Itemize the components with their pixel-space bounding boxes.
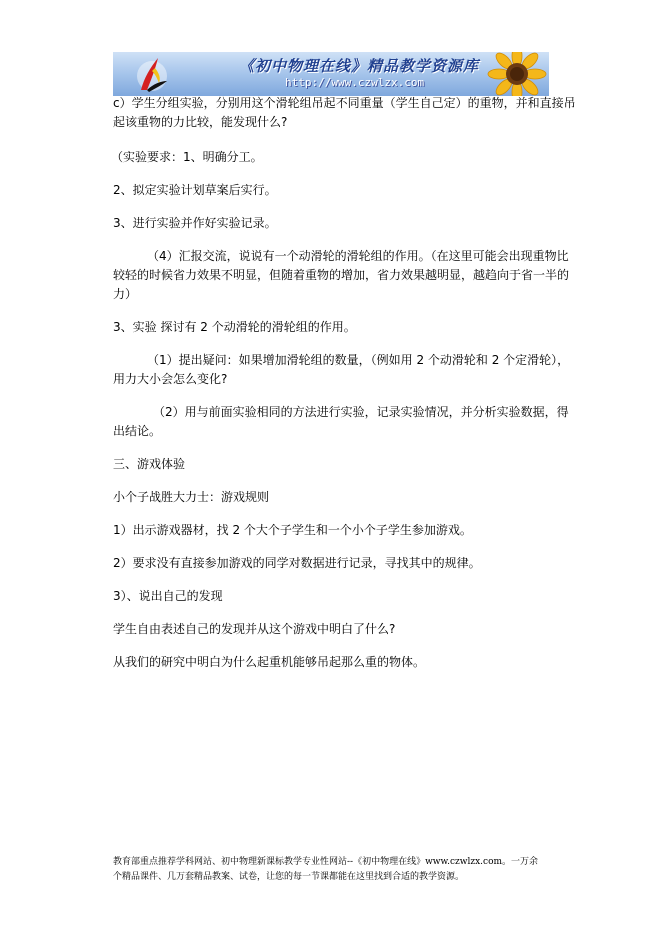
- paragraph-report-exchange: （4）汇报交流，说说有一个动滑轮的滑轮组的作用。（在这里可能会出现重物比较轻的时候省力效果不明显，但随着重物的增加，省力效果越明显，越趋向于省一半的力）: [113, 249, 570, 301]
- page-footer: [113, 855, 583, 885]
- header-banner: [113, 52, 549, 96]
- paragraph-draft-plan: 2、拟定实验计划草案后实行。: [113, 183, 277, 197]
- site-title: 《初中物理在线》精品教学资源库: [239, 57, 480, 75]
- paragraph-game-step-1: 1）出示游戏器材，找 2 个大个子学生和一个小个子学生参加游戏。: [113, 523, 472, 537]
- paragraph-group-experiment: c）学生分组实验，分别用这个滑轮组吊起不同重量（学生自己定）的重物，并和直接吊起该重物的力比较，能发现什么?: [113, 96, 576, 129]
- paragraph-game-rules: 小个子战胜大力士：游戏规则: [113, 490, 270, 504]
- paragraph-experiment-requirements: （实验要求：1、明确分工。: [111, 150, 263, 164]
- paragraph-student-findings: 学生自由表述自己的发现并从这个游戏中明白了什么?: [113, 622, 396, 636]
- site-logo-icon: [135, 54, 169, 94]
- paragraph-two-movable-pulleys: 3、实验 探讨有 2 个动滑轮的滑轮组的作用。: [113, 320, 356, 334]
- paragraph-game-step-3: 3）、说出自己的发现: [113, 589, 223, 603]
- document-body: [113, 94, 576, 672]
- site-url[interactable]: http://www.czwlzx.com: [285, 76, 425, 89]
- paragraph-repeat-experiment: （2）用与前面实验相同的方法进行实验，记录实验情况，并分析实验数据，得出结论。: [113, 405, 569, 438]
- paragraph-record-experiment: 3、进行实验并作好实验记录。: [113, 216, 277, 230]
- paragraph-crane-conclusion: 从我们的研究中明白为什么起重机能够吊起那么重的物体。: [113, 655, 426, 669]
- sunflower-icon: [477, 52, 547, 96]
- footer-line-1: 教育部重点推荐学科网站、初中物理新课标教学专业性网站--《初中物理在线》www.czwlzx.com。一万余: [113, 857, 539, 867]
- paragraph-raise-question: （1）提出疑问：如果增加滑轮组的数量，（例如用 2 个动滑轮和 2 个定滑轮），用力大小会怎么变化?: [113, 353, 570, 386]
- paragraph-game-step-2: 2）要求没有直接参加游戏的同学对数据进行记录，寻找其中的规律。: [113, 556, 481, 570]
- section-heading-game: 三、游戏体验: [113, 457, 186, 471]
- footer-line-2: 个精品课件、几万套精品教案、试卷，让您的每一节课都能在这里找到合适的教学资源。: [113, 872, 465, 882]
